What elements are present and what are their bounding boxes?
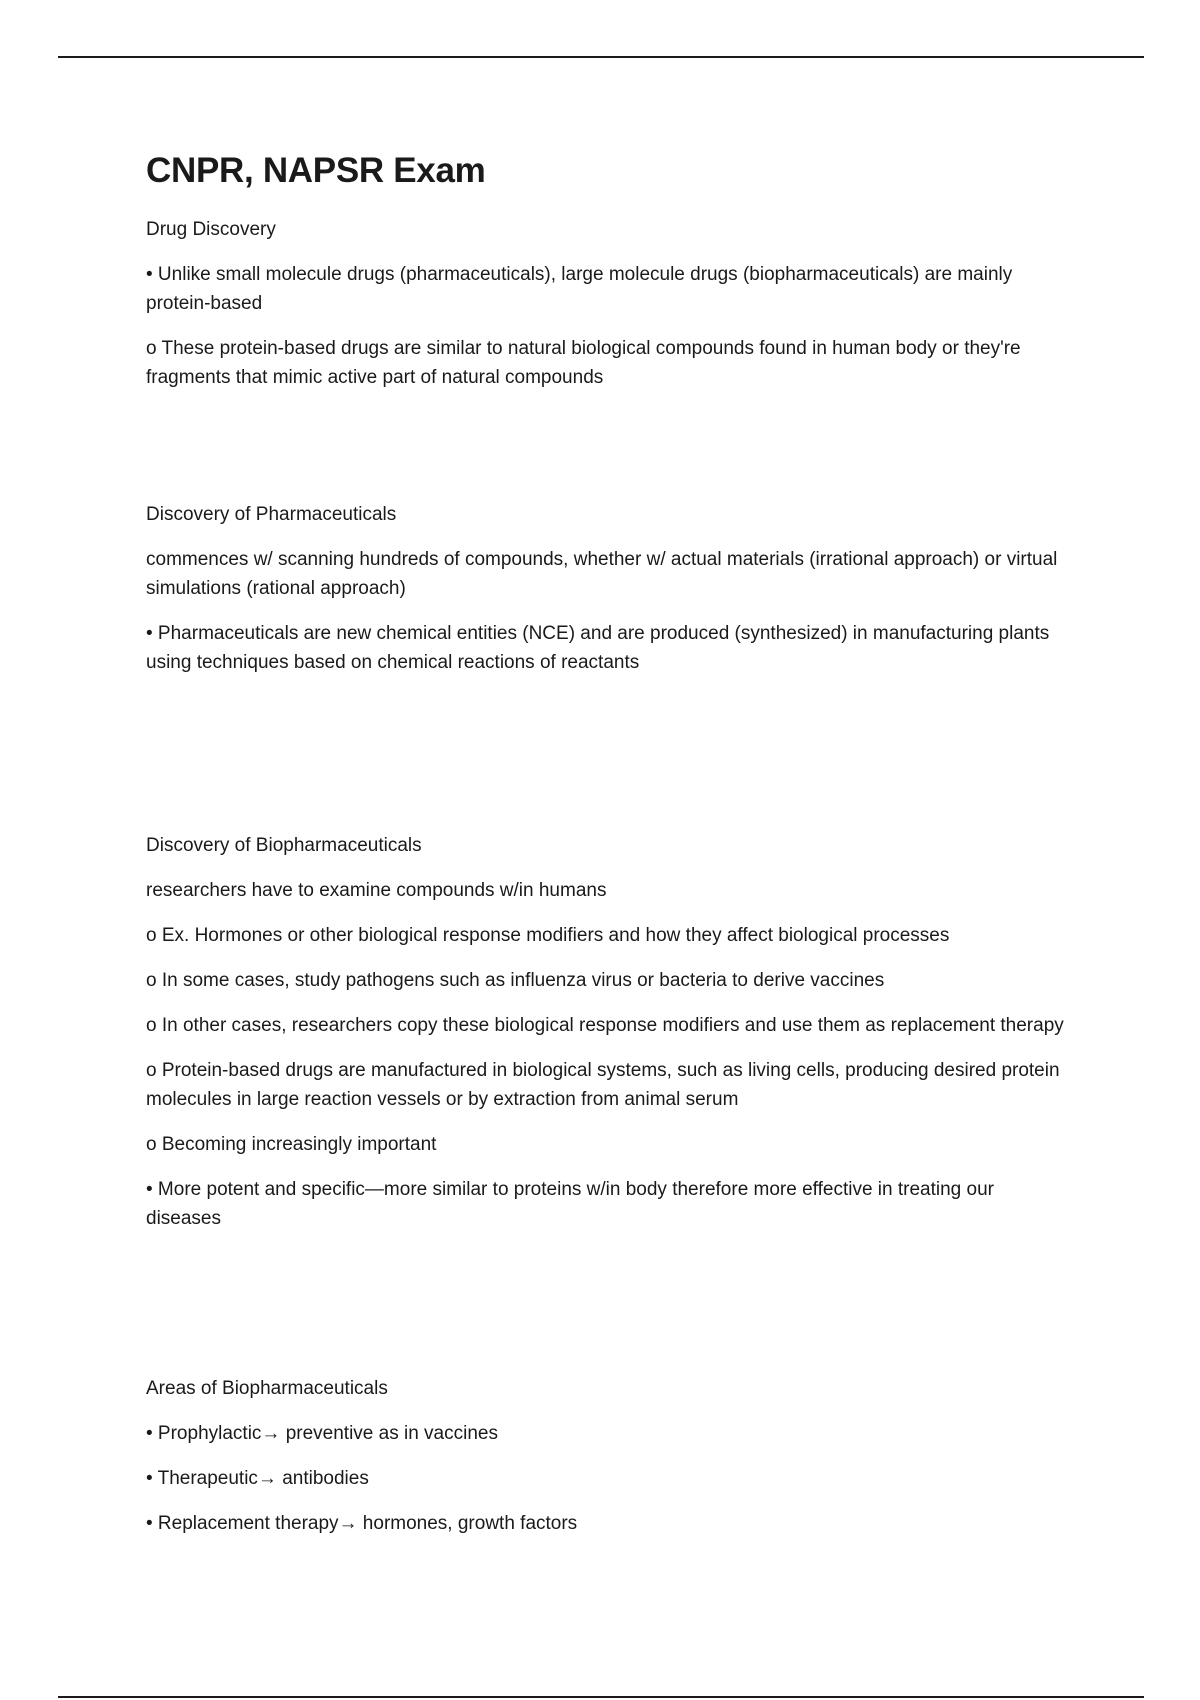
- section-heading: Discovery of Pharmaceuticals: [146, 504, 397, 525]
- paragraph: o These protein-based drugs are similar to natural biological compounds found in human body or they're fragments that mimic active part of natural compounds: [146, 338, 1021, 388]
- section-heading: Drug Discovery: [146, 219, 276, 240]
- paragraph: • Therapeutic→ antibodies: [146, 1468, 369, 1489]
- page-title: CNPR, NAPSR Exam: [146, 151, 486, 190]
- paragraph: • Pharmaceuticals are new chemical entities (NCE) and are produced (synthesized) in manufacturing plants using techniques based on chemical reactions of reactants: [146, 623, 1050, 673]
- paragraph: o In some cases, study pathogens such as influenza virus or bacteria to derive vaccines: [146, 970, 885, 991]
- top-rule: [58, 56, 1144, 58]
- paragraph: • Prophylactic→ preventive as in vaccines: [146, 1423, 498, 1444]
- paragraph: o In other cases, researchers copy these biological response modifiers and use them as replacement therapy: [146, 1015, 1064, 1036]
- section-heading: Discovery of Biopharmaceuticals: [146, 835, 422, 856]
- section-heading: Areas of Biopharmaceuticals: [146, 1378, 388, 1399]
- bottom-rule: [58, 1696, 1144, 1698]
- section-discovery-of-biopharmaceuticals: [146, 831, 1066, 1249]
- section-areas-of-biopharmaceuticals: [146, 1374, 1066, 1554]
- paragraph: o Ex. Hormones or other biological response modifiers and how they affect biological processes: [146, 925, 950, 946]
- paragraph: • Replacement therapy→ hormones, growth factors: [146, 1513, 578, 1534]
- section-discovery-of-pharmaceuticals: [146, 500, 1066, 693]
- section-drug-discovery: [146, 215, 1066, 408]
- paragraph: • Unlike small molecule drugs (pharmaceuticals), large molecule drugs (biopharmaceuticals) are mainly protein-based: [146, 264, 1013, 314]
- paragraph: commences w/ scanning hundreds of compounds, whether w/ actual materials (irrational approach) or virtual simulations (rational approach): [146, 549, 1058, 599]
- paragraph: o Becoming increasingly important: [146, 1134, 437, 1155]
- paragraph: • More potent and specific—more similar to proteins w/in body therefore more effective in treating our diseases: [146, 1179, 994, 1229]
- paragraph: researchers have to examine compounds w/in humans: [146, 880, 607, 901]
- paragraph: o Protein-based drugs are manufactured in biological systems, such as living cells, producing desired protein molecules in large reaction vessels or by extraction from animal serum: [146, 1060, 1060, 1110]
